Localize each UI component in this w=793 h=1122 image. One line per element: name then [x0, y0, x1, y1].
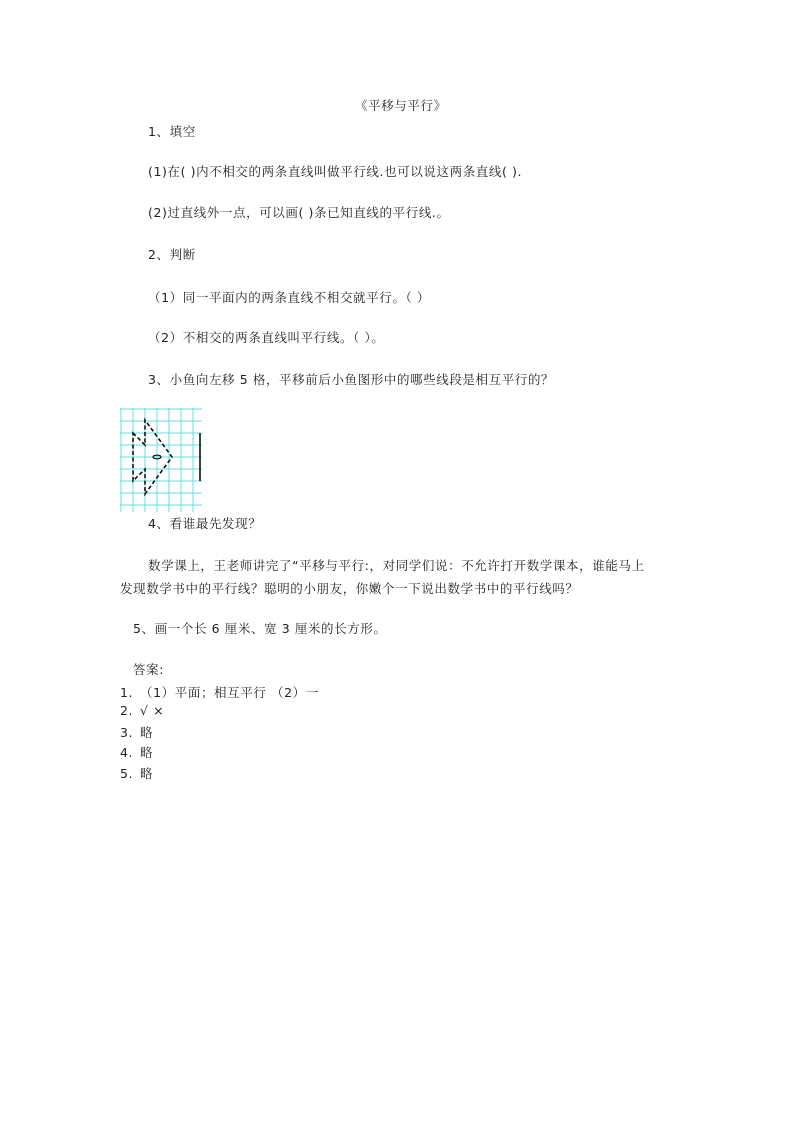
q2-item-1: （1）同一平面内的两条直线不相交就平行。（ ） — [148, 290, 430, 305]
q1-item-1: (1)在( )内不相交的两条直线叫做平行线.也可以说这两条直线( ). — [148, 164, 523, 179]
answer-text: （1）平面；相互平行 （2）一 — [140, 685, 319, 700]
q4-paragraph-line-1: 数学课上，王老师讲完了“平移与平行:，对同学们说：不允许打开数学课本，谁能马上 — [148, 558, 645, 573]
answers-heading: 答案: — [133, 662, 165, 677]
q4-heading: 4、看谁最先发现？ — [148, 516, 262, 531]
q2-heading: 2、判断 — [148, 247, 196, 262]
answer-text: 略 — [140, 725, 154, 740]
fish-grid-svg — [120, 408, 202, 512]
page-title: 《平移与平行》 — [355, 98, 447, 113]
q5-text: 5、画一个长 6 厘米、宽 3 厘米的长方形。 — [133, 621, 387, 636]
answer-item-2 — [120, 703, 164, 718]
q1-heading: 1、填空 — [148, 124, 196, 139]
answer-item-1 — [120, 683, 319, 701]
answer-text: 略 — [140, 745, 154, 760]
q2-item-2: （2）不相交的两条直线叫平行线。（ ）。 — [148, 330, 385, 345]
answer-number: 1. — [120, 685, 134, 700]
q1-item-2: (2)过直线外一点，可以画( )条已知直线的平行线.。 — [148, 205, 450, 220]
answer-number: 5. — [120, 766, 134, 781]
fish-grid-figure — [120, 408, 202, 512]
answer-number: 2. — [120, 703, 134, 718]
answer-number: 4. — [120, 745, 134, 760]
q4-paragraph-line-2: 发现数学书中的平行线？聪明的小朋友，你嫩个一下说出数学书中的平行线吗？ — [120, 581, 579, 596]
answer-text: √ × — [140, 703, 165, 718]
answer-item-3 — [120, 723, 153, 741]
answer-number: 3. — [120, 725, 134, 740]
answer-item-4 — [120, 743, 153, 761]
answer-item-5 — [120, 764, 153, 782]
q3-text: 3、小鱼向左移 5 格，平移前后小鱼图形中的哪些线段是相互平行的？ — [148, 372, 555, 387]
answer-text: 略 — [140, 766, 154, 781]
